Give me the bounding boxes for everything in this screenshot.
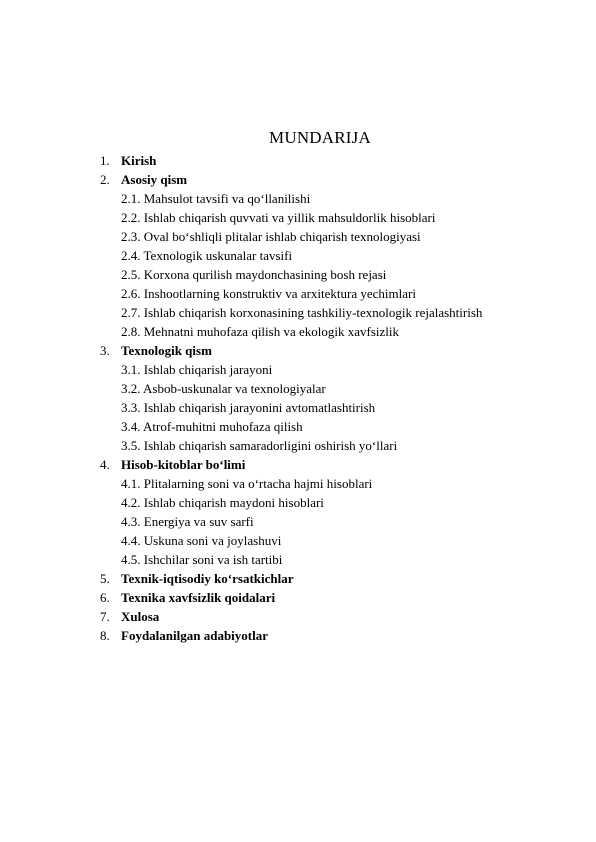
toc-section-number: 6. [100,590,110,605]
toc-subsection: 4.2. Ishlab chiqarish maydoni hisoblari [121,495,324,510]
toc-subsection: 2.1. Mahsulot tavsifi va qo‘llanilishi [121,191,311,206]
toc-section-title: Asosiy qism [121,172,188,187]
toc-section-title: Kirish [121,153,157,168]
toc-subsection: 3.4. Atrof-muhitni muhofaza qilish [121,419,303,434]
toc-section [100,588,570,607]
toc-subsection: 4.4. Uskuna soni va joylashuvi [121,533,282,548]
toc-subsection: 2.7. Ishlab chiqarish korxonasining tashkiliy-texnologik rejalashtirish [121,305,483,320]
toc-section-number: 1. [100,153,110,168]
toc-subsection: 3.2. Asbob-uskunalar va texnologiyalar [121,381,326,396]
toc-section-number: 8. [100,628,110,643]
toc-section [100,455,570,474]
toc-section-title: Hisob-kitoblar bo‘limi [121,457,246,472]
toc-subsection: 4.5. Ishchilar soni va ish tartibi [121,552,283,567]
toc-subsection: 2.5. Korxona qurilish maydonchasining bosh rejasi [121,267,387,282]
toc-section-number: 5. [100,571,110,586]
toc-subsection: 4.3. Energiya va suv sarfi [121,514,254,529]
toc-section-title: Texnika xavfsizlik qoidalari [121,590,276,605]
toc-section [100,607,570,626]
toc-section-number: 7. [100,609,110,624]
toc-section [100,341,570,360]
toc-section-number: 3. [100,343,110,358]
toc-section-title: Xulosa [121,609,160,624]
toc-subsection: 4.1. Plitalarning soni va o‘rtacha hajmi hisoblari [121,476,373,491]
toc-subsection: 3.3. Ishlab chiqarish jarayonini avtomatlashtirish [121,400,376,415]
toc-section-title: Texnologik qism [121,343,212,358]
toc-subsection: 2.2. Ishlab chiqarish quvvati va yillik mahsuldorlik hisoblari [121,210,436,225]
toc-subsection: 2.3. Oval bo‘shliqli plitalar ishlab chiqarish texnologiyasi [121,229,421,244]
table-of-contents [100,151,570,645]
toc-section-title: Texnik-iqtisodiy ko‘rsatkichlar [121,571,294,586]
toc-subsection: 3.1. Ishlab chiqarish jarayoni [121,362,273,377]
toc-subsection: 3.5. Ishlab chiqarish samaradorligini oshirish yo‘llari [121,438,398,453]
toc-section [100,626,570,645]
toc-section [100,569,570,588]
toc-subsection: 2.8. Mehnatni muhofaza qilish va ekologik xavfsizlik [121,324,399,339]
toc-section-title: Foydalanilgan adabiyotlar [121,628,268,643]
toc-section-number: 4. [100,457,110,472]
toc-subsection: 2.4. Texnologik uskunalar tavsifi [121,248,293,263]
toc-section [100,151,570,170]
page-title: MUNDARIJA [269,128,371,147]
toc-section [100,170,570,189]
toc-section-number: 2. [100,172,110,187]
toc-subsection: 2.6. Inshootlarning konstruktiv va arxitektura yechimlari [121,286,416,301]
